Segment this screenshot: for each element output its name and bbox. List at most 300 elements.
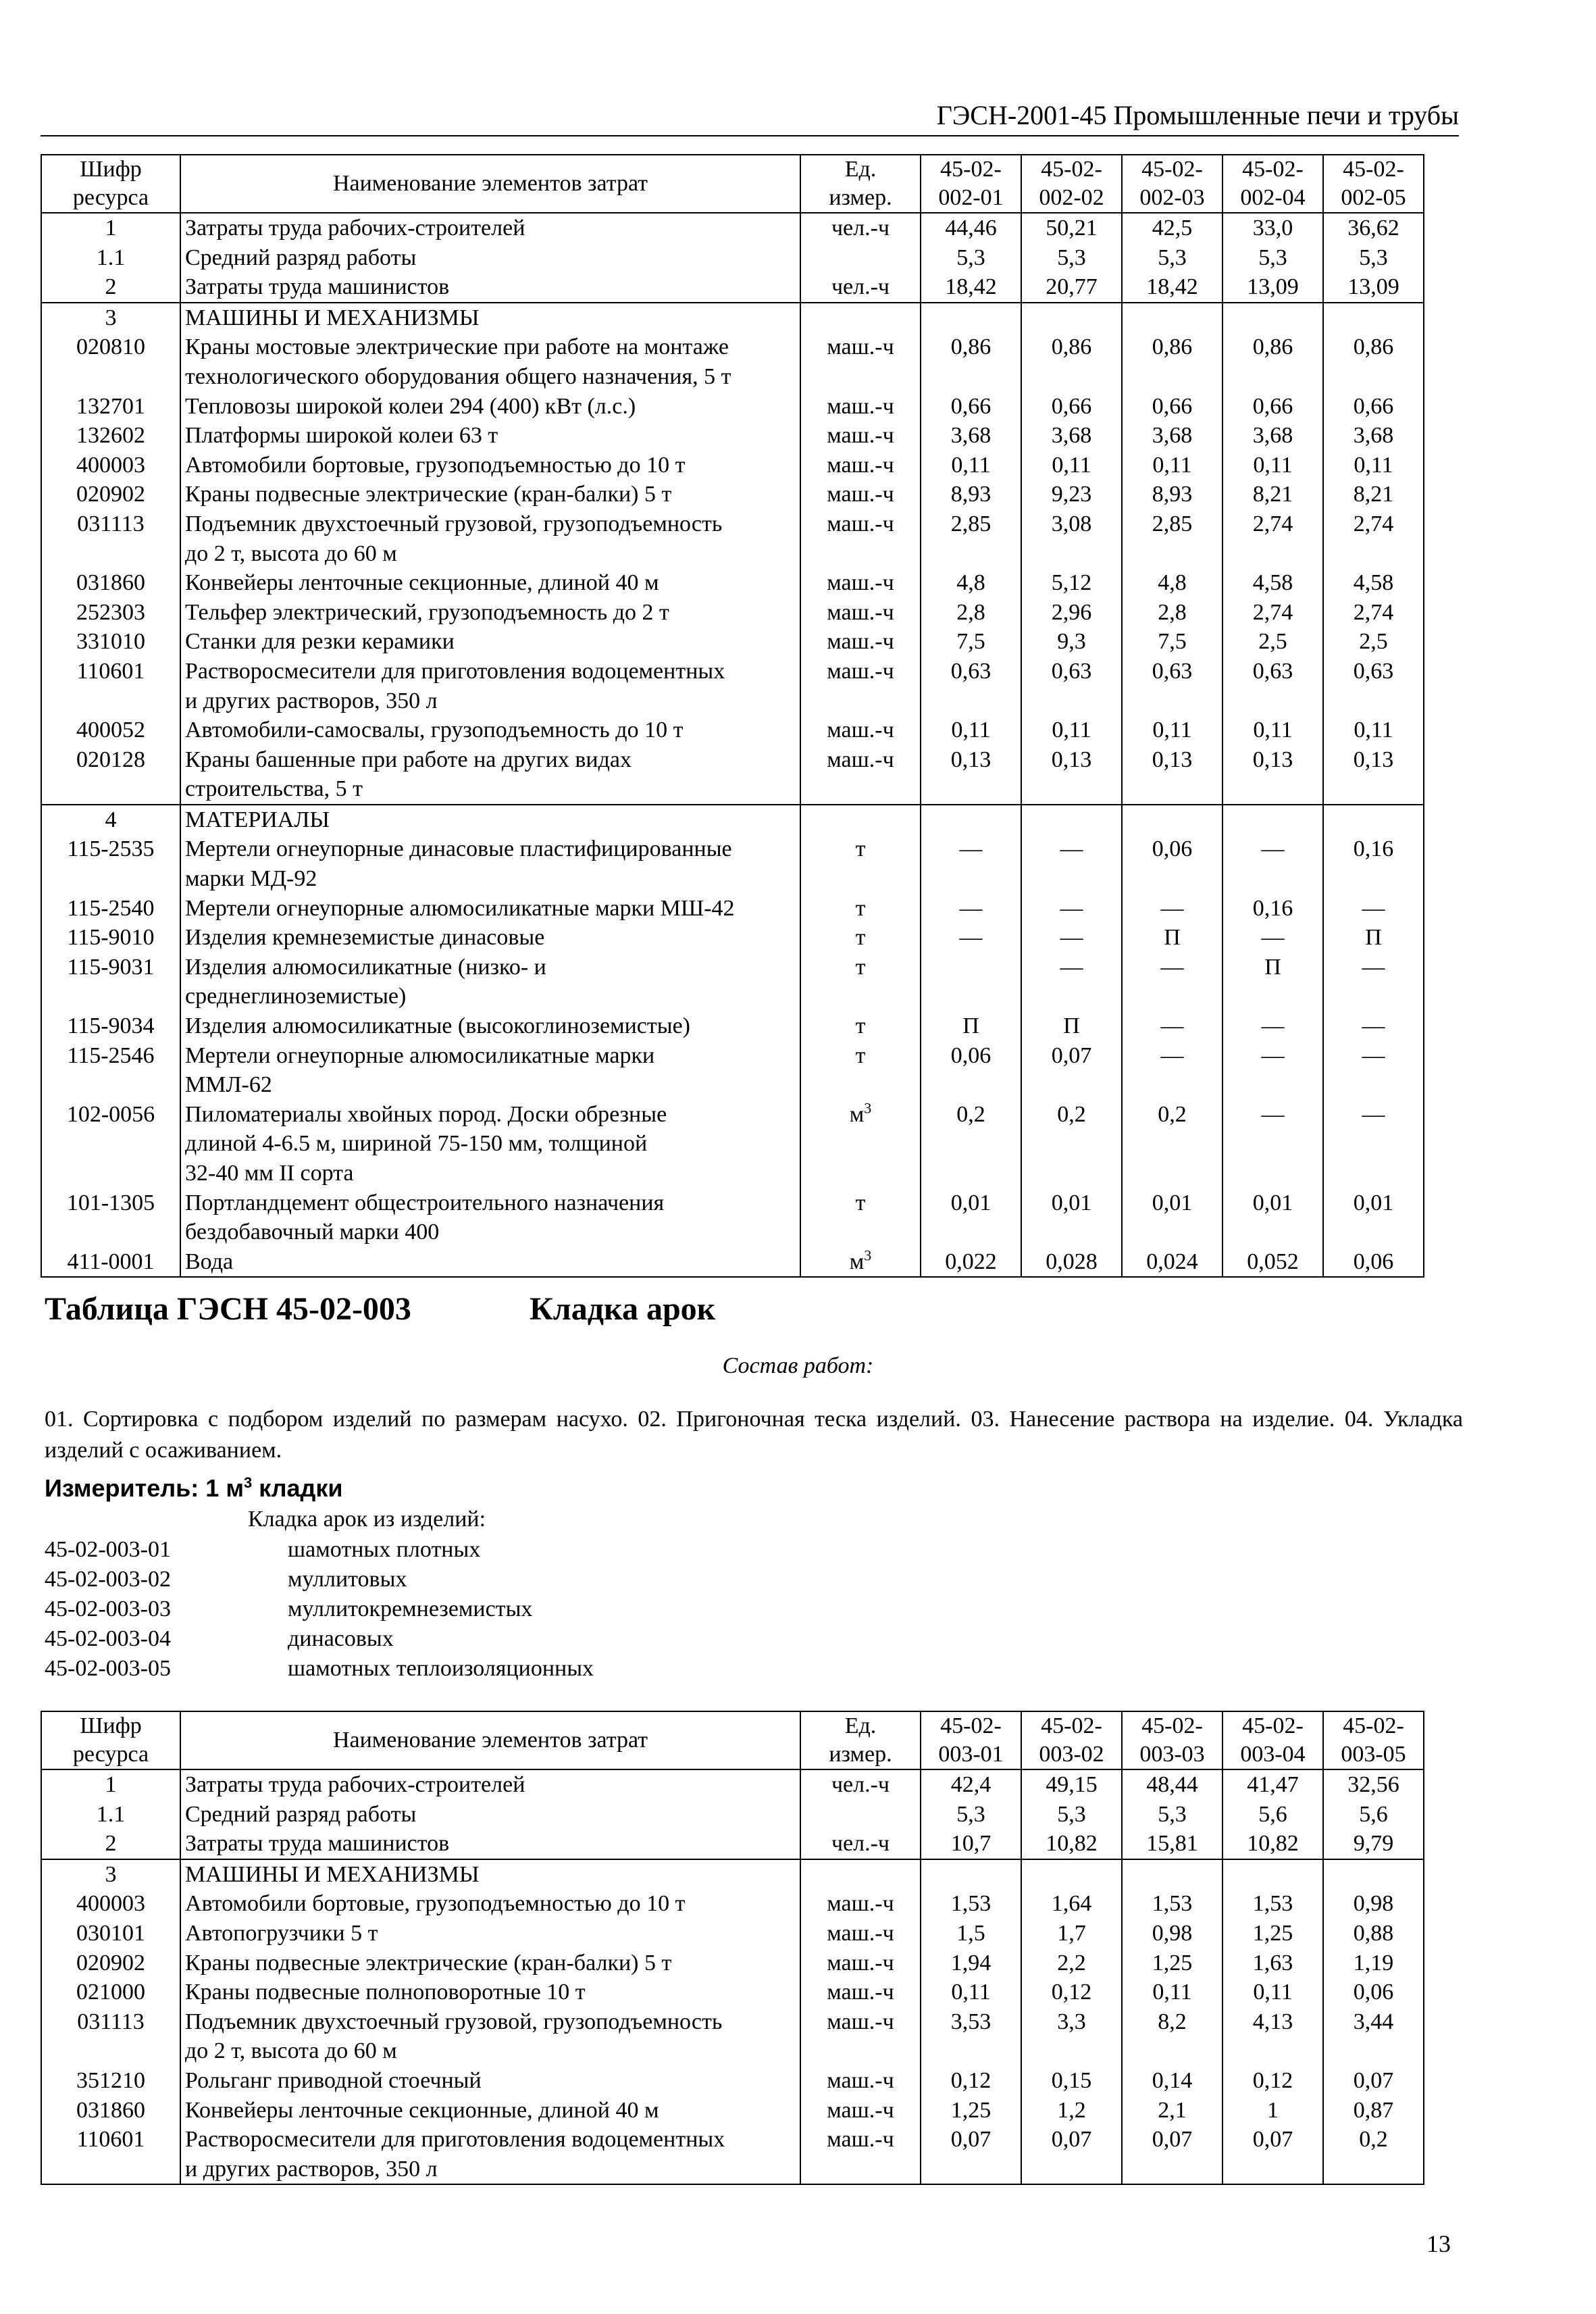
norm-value: 5,3 <box>1222 243 1323 273</box>
resource-code: 2 <box>41 272 180 303</box>
works-heading: Состав работ: <box>722 1353 874 1378</box>
table-row <box>41 421 1424 451</box>
norm-value: — <box>1323 894 1424 924</box>
resource-code: 115-9010 <box>41 923 180 953</box>
cost-element-name <box>180 1889 800 1919</box>
norm-value: 5,3 <box>1323 243 1424 273</box>
norm-value: — <box>1021 953 1122 1011</box>
norm-value: 0,07 <box>1323 2066 1424 2096</box>
cost-element-name <box>180 2096 800 2126</box>
norm-value: 4,58 <box>1222 568 1323 598</box>
resource-code: 411-0001 <box>41 1247 180 1278</box>
name-line: Мертели огнеупорные алюмосиликатные марки <box>185 1042 655 1068</box>
variant-code: 45-02-003-03 <box>45 1596 171 1621</box>
unit-label: м <box>849 1249 865 1274</box>
norm-value: 1,7 <box>1021 1919 1122 1948</box>
col-header-variant: 45-02- 003-03 <box>1122 1711 1222 1769</box>
norm-value: 50,21 <box>1021 213 1122 243</box>
norm-value <box>921 303 1021 333</box>
unit-label: маш.-ч <box>827 482 894 507</box>
unit-cell <box>800 1800 921 1830</box>
name-line: ММЛ-62 <box>185 1072 272 1098</box>
norm-value: 2,85 <box>921 509 1021 568</box>
norm-value: 2,5 <box>1323 627 1424 657</box>
cost-element-name <box>180 1859 800 1890</box>
name-line: среднеглиноземистые) <box>185 984 407 1009</box>
cost-element-name <box>180 303 800 333</box>
norm-value: 20,77 <box>1021 272 1122 303</box>
variant-code: 45-02-003-04 <box>45 1626 171 1651</box>
norm-value: 0,11 <box>1021 715 1122 745</box>
variant-text: шамотных плотных <box>288 1537 481 1562</box>
table-row <box>41 392 1424 422</box>
resource-code: 351210 <box>41 2066 180 2096</box>
norm-value: 8,21 <box>1323 480 1424 509</box>
resource-code: 020902 <box>41 480 180 509</box>
table-row <box>41 1188 1424 1247</box>
table-row <box>41 2125 1424 2184</box>
col-header-variant: 45-02- 003-04 <box>1222 1711 1323 1769</box>
variant-code: 45-02-003-05 <box>45 1656 171 1681</box>
name-line: технологического оборудования общего назначения, 5 т <box>185 363 731 389</box>
col-header-code: Шифр ресурса <box>41 1711 180 1769</box>
unit-label: маш.-ч <box>827 334 894 360</box>
name-line: Автомобили бортовые, грузоподъемностью до 10 т <box>185 452 686 478</box>
norm-value: 0,63 <box>1122 657 1222 715</box>
norm-value: 4,58 <box>1323 568 1424 598</box>
cost-element-name <box>180 2125 800 2184</box>
norm-value: 1 <box>1222 2096 1323 2126</box>
table-row <box>41 2066 1424 2096</box>
norm-value: 1,53 <box>921 1889 1021 1919</box>
unit-cell <box>800 894 921 924</box>
unit-label: т <box>855 925 866 951</box>
norm-value: 1,63 <box>1222 1948 1323 1978</box>
unit-cell <box>800 715 921 745</box>
resource-code: 4 <box>41 805 180 835</box>
cost-element-name <box>180 894 800 924</box>
cost-element-name <box>180 2066 800 2096</box>
norm-value: 0,66 <box>1323 392 1424 422</box>
name-line: Платформы широкой колеи 63 т <box>185 423 498 449</box>
norm-value <box>1323 805 1424 835</box>
name-line: Мертели огнеупорные алюмосиликатные марки МШ-42 <box>185 895 735 921</box>
name-line: до 2 т, высота до 60 м <box>185 2038 397 2064</box>
norm-value: — <box>1323 953 1424 1011</box>
table-row <box>41 509 1424 568</box>
cost-element-name <box>180 805 800 835</box>
table-row <box>41 2096 1424 2126</box>
norm-value: 0,13 <box>1021 745 1122 805</box>
unit-cell <box>800 745 921 805</box>
norm-value: 0,2 <box>1122 1100 1222 1188</box>
col-header-variant: 45-02- 003-01 <box>921 1711 1021 1769</box>
norm-value: 10,7 <box>921 1829 1021 1859</box>
norm-value: 0,86 <box>1323 332 1424 391</box>
norm-value: — <box>1122 894 1222 924</box>
norm-value <box>921 805 1021 835</box>
name-line: Средний разряд работы <box>185 245 417 270</box>
norm-value: 15,81 <box>1122 1829 1222 1859</box>
unit-cell <box>800 243 921 273</box>
norm-value <box>1122 1859 1222 1890</box>
unit-label: маш.-ч <box>827 570 894 596</box>
norm-value <box>921 953 1021 1011</box>
norm-value <box>1222 1859 1323 1890</box>
cost-element-name <box>180 834 800 893</box>
table-row <box>41 480 1424 509</box>
unit-cell <box>800 834 921 893</box>
name-line: и других растворов, 350 л <box>185 2156 438 2182</box>
resource-code: 031113 <box>41 509 180 568</box>
norm-value: 5,3 <box>921 1800 1021 1830</box>
resource-code: 2 <box>41 1829 180 1859</box>
norm-value: — <box>1323 1011 1424 1041</box>
resource-code: 101-1305 <box>41 1188 180 1247</box>
unit-label: маш.-ч <box>827 629 894 655</box>
unit-cell <box>800 1829 921 1859</box>
norm-value: 0,11 <box>1122 451 1222 480</box>
norm-value: 0,86 <box>921 332 1021 391</box>
norm-value: 0,11 <box>1222 715 1323 745</box>
unit-cell <box>800 1100 921 1188</box>
unit-cell <box>800 451 921 480</box>
norm-value: 5,3 <box>1021 243 1122 273</box>
norm-value: 10,82 <box>1222 1829 1323 1859</box>
norm-value: 41,47 <box>1222 1769 1323 1800</box>
norm-value <box>1222 805 1323 835</box>
col-header-variant: 45-02- 003-02 <box>1021 1711 1122 1769</box>
resource-code: 031113 <box>41 2007 180 2066</box>
resource-code: 132701 <box>41 392 180 422</box>
norm-value: 8,2 <box>1122 2007 1222 2066</box>
norm-value <box>1323 1859 1424 1890</box>
cost-element-name <box>180 2007 800 2066</box>
unit-cell <box>800 805 921 835</box>
norm-value: 3,44 <box>1323 2007 1424 2066</box>
norm-value: 0,63 <box>1323 657 1424 715</box>
resource-code: 030101 <box>41 1919 180 1948</box>
resource-code: 1.1 <box>41 243 180 273</box>
page-number: 13 <box>1426 2230 1451 2257</box>
col-header-variant: 45-02- 002-01 <box>921 155 1021 213</box>
resource-table-45-02-002 <box>41 154 1424 1278</box>
norm-value: 0,01 <box>1323 1188 1424 1247</box>
table-row <box>41 2007 1424 2066</box>
unit-cell <box>800 392 921 422</box>
table-row <box>41 243 1424 273</box>
norm-value: 3,08 <box>1021 509 1122 568</box>
cost-element-name <box>180 923 800 953</box>
norm-value: 1,25 <box>1122 1948 1222 1978</box>
works-description: 01. Сортировка с подбором изделий по размерам насухо. 02. Пригоночная теска изделий. 03. Нанесение раствора на изделие. 04. Укладка изделий с осаживанием. <box>45 1407 1463 1463</box>
norm-value: 5,3 <box>1021 1800 1122 1830</box>
name-line: Краны подвесные полноповоротные 10 т <box>185 1980 586 2005</box>
variant-row <box>45 1624 594 1654</box>
name-line: 32-40 мм II сорта <box>185 1161 354 1186</box>
cost-element-name <box>180 1247 800 1278</box>
name-line: Подъемник двухстоечный грузовой, грузоподъемность <box>185 2009 723 2034</box>
table-row <box>41 451 1424 480</box>
unit-label: маш.-ч <box>827 1920 894 1946</box>
table-row <box>41 568 1424 598</box>
norm-value: — <box>1323 1100 1424 1188</box>
norm-value: — <box>1021 894 1122 924</box>
cost-element-name <box>180 332 800 391</box>
norm-value: 0,66 <box>1122 392 1222 422</box>
norm-value: 8,21 <box>1222 480 1323 509</box>
page-header: ГЭСН-2001-45 Промышленные печи и трубы <box>936 100 1459 130</box>
norm-value <box>1323 303 1424 333</box>
norm-value: 0,63 <box>1021 657 1122 715</box>
unit-label: м <box>849 1101 865 1127</box>
norm-value: 2,74 <box>1222 509 1323 568</box>
name-line: Изделия кремнеземистые динасовые <box>185 925 545 951</box>
cost-element-name <box>180 1800 800 1830</box>
table-row <box>41 715 1424 745</box>
unit-label: чел.-ч <box>831 1831 890 1857</box>
norm-value <box>1122 303 1222 333</box>
table-title: Таблица ГЭСН 45-02-003 <box>45 1291 411 1327</box>
unit-label: маш.-ч <box>827 393 894 419</box>
table-row <box>41 745 1424 805</box>
norm-value: 0,2 <box>1021 1100 1122 1188</box>
col-header-variant: 45-02- 002-04 <box>1222 155 1323 213</box>
norm-value: 5,3 <box>1122 1800 1222 1830</box>
norm-value: 0,01 <box>1021 1188 1122 1247</box>
name-line: Изделия алюмосиликатные (высокоглиноземистые) <box>185 1013 690 1039</box>
norm-value: 2,2 <box>1021 1948 1122 1978</box>
unit-label: маш.-ч <box>827 511 894 536</box>
section-row <box>41 303 1424 333</box>
cost-element-name <box>180 715 800 745</box>
unit-cell <box>800 509 921 568</box>
resource-code: 020128 <box>41 745 180 805</box>
norm-value: 0,06 <box>921 1041 1021 1100</box>
norm-value: — <box>1122 1011 1222 1041</box>
norm-value: 0,01 <box>1122 1188 1222 1247</box>
norm-value: П <box>921 1011 1021 1041</box>
norm-value: 1,19 <box>1323 1948 1424 1978</box>
name-line: МАТЕРИАЛЫ <box>185 807 330 832</box>
table-row <box>41 627 1424 657</box>
unit-label: чел.-ч <box>831 274 890 300</box>
norm-value: 0,11 <box>1222 1978 1323 2007</box>
norm-value: — <box>1021 923 1122 953</box>
col-header-name: Наименование элементов затрат <box>180 1711 800 1769</box>
norm-value: 1,25 <box>921 2096 1021 2126</box>
norm-value: 0,15 <box>1021 2066 1122 2096</box>
table-row <box>41 953 1424 1011</box>
variant-text: динасовых <box>288 1626 394 1651</box>
resource-code: 252303 <box>41 598 180 628</box>
resource-table-45-02-003 <box>41 1711 1424 2185</box>
norm-value: 1,53 <box>1122 1889 1222 1919</box>
table-row <box>41 1919 1424 1948</box>
unit-cell <box>800 598 921 628</box>
name-line: Конвейеры ленточные секционные, длиной 40 м <box>185 2097 659 2123</box>
norm-value: 0,06 <box>1323 1978 1424 2007</box>
unit-label: маш.-ч <box>827 2097 894 2123</box>
unit-label: т <box>855 895 866 921</box>
cost-element-name <box>180 1011 800 1041</box>
norm-value: 32,56 <box>1323 1769 1424 1800</box>
name-line: Затраты труда рабочих-строителей <box>185 1772 525 1797</box>
resource-code: 021000 <box>41 1978 180 2007</box>
norm-value: 0,06 <box>1323 1247 1424 1278</box>
cost-element-name <box>180 1829 800 1859</box>
norm-value: 18,42 <box>1122 272 1222 303</box>
table-row <box>41 1889 1424 1919</box>
norm-value: 7,5 <box>1122 627 1222 657</box>
cost-element-name <box>180 421 800 451</box>
name-line: Пиломатериалы хвойных пород. Доски обрезные <box>185 1101 667 1127</box>
cost-element-name <box>180 1919 800 1948</box>
norm-value: 1,94 <box>921 1948 1021 1978</box>
cost-element-name <box>180 953 800 1011</box>
table-row <box>41 1978 1424 2007</box>
norm-value: 0,16 <box>1323 834 1424 893</box>
cost-element-name <box>180 568 800 598</box>
norm-value: 3,68 <box>1323 421 1424 451</box>
col-header-unit: Ед. измер. <box>800 155 921 213</box>
cost-element-name <box>180 392 800 422</box>
table-row <box>41 1769 1424 1800</box>
unit-cell <box>800 953 921 1011</box>
unit-cell <box>800 1978 921 2007</box>
variant-row <box>45 1535 594 1565</box>
norm-value: 0,2 <box>1323 2125 1424 2184</box>
unit-cell <box>800 1769 921 1800</box>
norm-value: 0,11 <box>1323 715 1424 745</box>
norm-value: — <box>921 894 1021 924</box>
resource-code: 020902 <box>41 1948 180 1978</box>
col-header-variant: 45-02- 003-05 <box>1323 1711 1424 1769</box>
norm-value: 0,12 <box>1222 2066 1323 2096</box>
norm-value: 2,96 <box>1021 598 1122 628</box>
resource-code: 115-9031 <box>41 953 180 1011</box>
norm-value: — <box>1222 923 1323 953</box>
resource-code: 031860 <box>41 568 180 598</box>
name-line: длиной 4-6.5 м, шириной 75-150 мм, толщиной <box>185 1131 648 1157</box>
resource-code: 400003 <box>41 1889 180 1919</box>
cost-element-name <box>180 627 800 657</box>
resource-code: 031860 <box>41 2096 180 2126</box>
cost-element-name <box>180 480 800 509</box>
norm-value: 13,09 <box>1222 272 1323 303</box>
norm-value: 0,01 <box>921 1188 1021 1247</box>
norm-value: 0,88 <box>1323 1919 1424 1948</box>
norm-value: 1,53 <box>1222 1889 1323 1919</box>
norm-value: 3,68 <box>1222 421 1323 451</box>
norm-value <box>1222 303 1323 333</box>
resource-code: 115-2540 <box>41 894 180 924</box>
norm-value: — <box>1222 1041 1323 1100</box>
norm-value: 9,3 <box>1021 627 1122 657</box>
resource-code: 400052 <box>41 715 180 745</box>
norm-value: 1,2 <box>1021 2096 1122 2126</box>
norm-value: 0,98 <box>1323 1889 1424 1919</box>
norm-value: 0,86 <box>1222 332 1323 391</box>
unit-cell <box>800 332 921 391</box>
norm-value: 0,11 <box>1021 451 1122 480</box>
norm-value: 2,74 <box>1222 598 1323 628</box>
name-line: Краны подвесные электрические (кран-балки) 5 т <box>185 1950 672 1976</box>
norm-value: 0,06 <box>1122 834 1222 893</box>
table-row <box>41 213 1424 243</box>
norm-value: 0,024 <box>1122 1247 1222 1278</box>
norm-value: 0,11 <box>1122 1978 1222 2007</box>
norm-value <box>1021 1859 1122 1890</box>
name-line: Подъемник двухстоечный грузовой, грузоподъемность <box>185 511 723 536</box>
unit-cell <box>800 2066 921 2096</box>
name-line: Автопогрузчики 5 т <box>185 1920 378 1946</box>
norm-value: 5,3 <box>1122 243 1222 273</box>
norm-value: 1,64 <box>1021 1889 1122 1919</box>
unit-cell <box>800 2007 921 2066</box>
norm-value: 0,87 <box>1323 2096 1424 2126</box>
col-header-name: Наименование элементов затрат <box>180 155 800 213</box>
table-row <box>41 1800 1424 1830</box>
table-row <box>41 1948 1424 1978</box>
table-subtitle: Кладка арок <box>530 1291 716 1327</box>
cost-element-name <box>180 243 800 273</box>
resource-code: 020810 <box>41 332 180 391</box>
resource-code: 1 <box>41 1769 180 1800</box>
col-header-code: Шифр ресурса <box>41 155 180 213</box>
unit-cell <box>800 1247 921 1278</box>
norm-value: — <box>921 923 1021 953</box>
norm-value: П <box>1021 1011 1122 1041</box>
norm-value: 42,5 <box>1122 213 1222 243</box>
unit-label: т <box>855 954 866 980</box>
variant-code: 45-02-003-01 <box>45 1537 171 1562</box>
unit-cell <box>800 303 921 333</box>
table-row <box>41 923 1424 953</box>
table-row <box>41 657 1424 715</box>
norm-value: 42,4 <box>921 1769 1021 1800</box>
norm-value: 36,62 <box>1323 213 1424 243</box>
table-row <box>41 894 1424 924</box>
name-line: Краны башенные при работе на других видах <box>185 747 632 772</box>
variant-code: 45-02-003-02 <box>45 1567 171 1592</box>
cost-element-name <box>180 1100 800 1188</box>
cost-element-name <box>180 1769 800 1800</box>
name-line: Растворосмесители для приготовления водоцементных <box>185 2127 725 2153</box>
unit-cell <box>800 272 921 303</box>
variants-list <box>45 1535 594 1684</box>
cost-element-name <box>180 1188 800 1247</box>
unit-cell <box>800 657 921 715</box>
col-header-variant: 45-02- 002-05 <box>1323 155 1424 213</box>
norm-value: 0,98 <box>1122 1919 1222 1948</box>
unit-label: чел.-ч <box>831 1772 890 1797</box>
name-line: Портландцемент общестроительного назначения <box>185 1190 665 1215</box>
unit-cell <box>800 1889 921 1919</box>
cost-element-name <box>180 598 800 628</box>
unit-label: маш.-ч <box>827 1950 894 1976</box>
norm-value: 0,01 <box>1222 1188 1323 1247</box>
table-row <box>41 1041 1424 1100</box>
norm-value: 0,07 <box>921 2125 1021 2184</box>
unit-label: т <box>855 1190 866 1215</box>
norm-value: 0,11 <box>1122 715 1222 745</box>
unit-label: маш.-ч <box>827 747 894 772</box>
unit-cell <box>800 1948 921 1978</box>
unit-label: маш.-ч <box>827 658 894 684</box>
name-line: бездобавочный марки 400 <box>185 1219 440 1245</box>
name-line: Затраты труда машинистов <box>185 274 450 300</box>
